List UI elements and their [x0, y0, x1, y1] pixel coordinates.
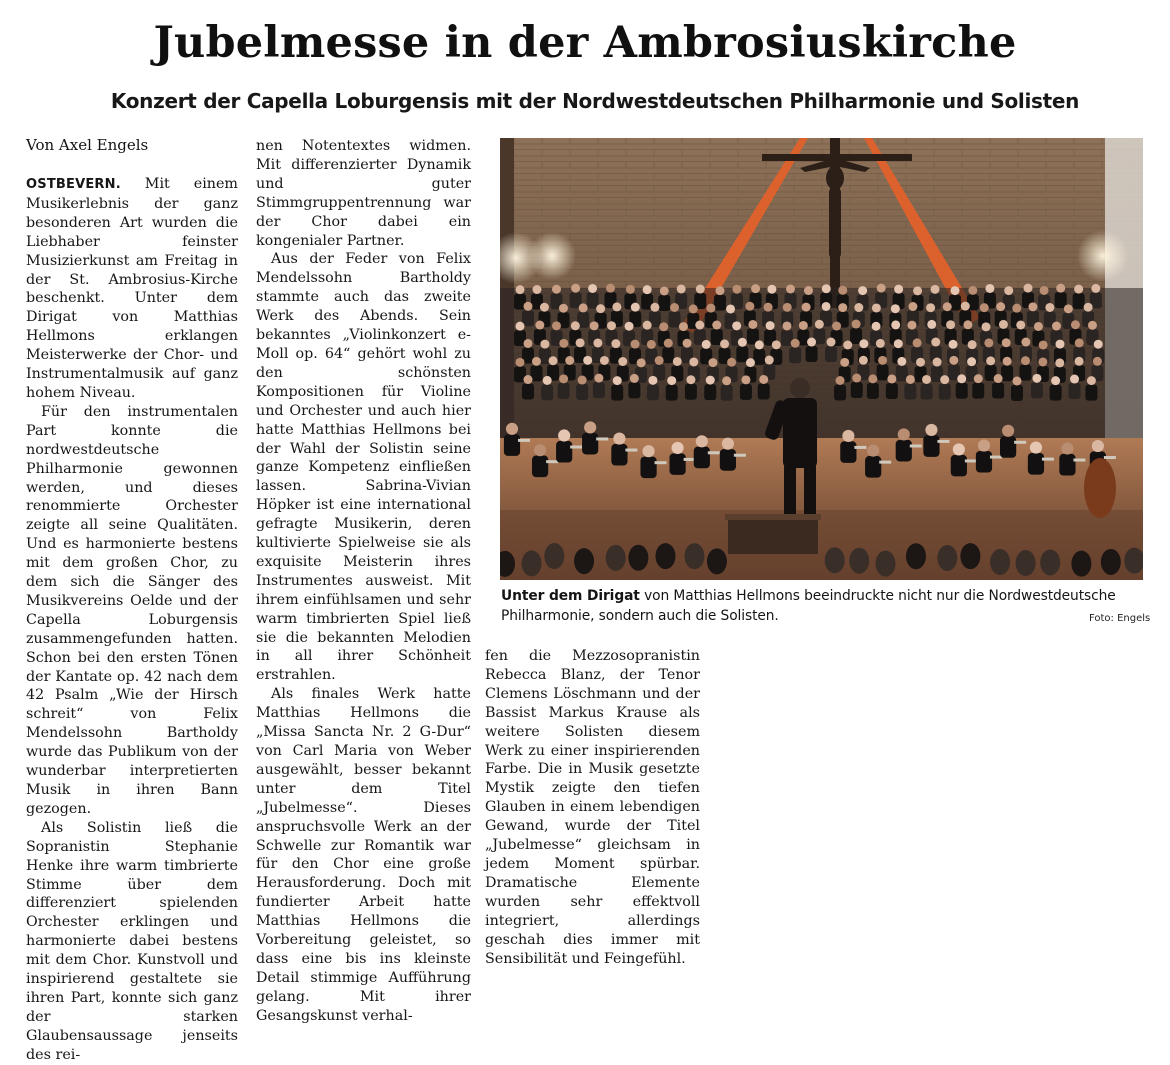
paragraph: fen die Mezzosopranistin Rebecca Blanz, der Tenor Clemens Löschmann und der Bassist Markus Krause als weitere Solisten diesem Werk zu einer inspirierenden Farbe. Die in Musik gesetzte Mystik zeigte den tiefen Glauben in einem lebendigen Gewand, wurde der Titel „Jubelmesse“ gleichsam in jedem Moment spürbar. Dramatische Elemente wurden sehr effektvoll integriert, allerdings geschah dies immer mit Sensibilität und Feingefühl. [485, 648, 700, 967]
article-column-3 [485, 647, 700, 968]
paragraph: Aus der Feder von Felix Mendelssohn Bartholdy stammte auch das zweite Werk des Abends. Sein bekanntes „Violinkonzert e-Moll op. 64“ gehört wohl zu den schönsten Kompositionen für Violine und Orchester und auch hier hatte Matthias Hellmons bei der Wahl der Solistin seine ganze Kompetenz einfließen lassen. Sabrina-Vivian Höpker ist eine international gefragte Musikerin, deren kultivierte Spielweise sie als exquisite Meisterin ihres Instrumentes ausweist. Mit ihrem einfühlsamen und sehr warm timbrierten Spiel ließ sie die bekannten Melodien in all ihrer Schönheit erstrahlen. [256, 251, 471, 684]
paragraph-text: Mit einem Musikerlebnis der ganz besonderen Art wurden die Liebhaber feinster Musizierkunst am Freitag in der St. Ambrosius-Kirche beschenkt. Unter dem Dirigat von Matthias Hellmons erklangen Meisterwerke der Chor- und Instrumentalmusik auf ganz hohem Niveau. [26, 176, 238, 401]
caption-text: von Matthias Hellmons beeindruckte nicht nur die Nordwestdeutsche Philharmonie, sondern auch die Solisten. [501, 588, 1116, 624]
headline: Jubelmesse in der Ambrosiuskirche [153, 18, 1017, 68]
subheadline: Konzert der Capella Loburgensis mit der Nordwestdeutschen Philharmonie und Solisten [110, 89, 1080, 113]
concert-photo-illustration [500, 138, 1143, 580]
paragraph: Als Solistin ließ die Sopranistin Stephanie Henke ihre warm timbrierte Stimme über dem differenziert spielenden Orchester erklingen und harmonierte dabei bestens mit dem Chor. Kunstvoll und inspirierend gestaltete sie ihren Part, konnte sich ganz der starken Glaubensaussage jenseits des rei- [26, 819, 238, 1063]
paragraph: Für den instrumentalen Part konnte die nordwestdeutsche Philharmonie gewonnen werden, und dieses renommierte Orchester zeigte all seine Qualitäten. Und es harmonierte bestens mit dem großen Chor, zu dem sich die Sänger des Musikvereins Oelde und der Capella Loburgensis zusammengefunden hatten. Schon bei den ersten Tönen der Kantate op. 42 nach dem 42 Psalm „Wie der Hirsch schreit“ von Felix Mendelssohn Bartholdy wurde das Publikum von der wunderbar interpretierten Musik in ihren Bann gezogen. [26, 403, 238, 817]
caption-lead: Unter dem Dirigat [501, 588, 640, 604]
paragraph: nen Notentextes widmen. Mit differenzierter Dynamik und guter Stimmgruppentrennung war der Chor dabei ein kongenialer Partner. [256, 138, 471, 249]
dateline: OSTBEVERN. [26, 177, 121, 192]
paragraph [26, 175, 238, 403]
paragraph: Als finales Werk hatte Matthias Hellmons die „Missa Sancta Nr. 2 G-Dur“ von Carl Maria von Weber ausgewählt, besser bekannt unter dem Titel „Jubelmesse“. Dieses anspruchsvolle Werk an der Schwelle zur Romantik war für den Chor eine große Herausforderung. Doch mit fundierter Arbeit hatte Matthias Hellmons die Vorbereitung geleistet, so dass eine bis ins kleinste Detail stimmige Aufführung gelang. Mit ihrer Gesangskunst verhal- [256, 686, 471, 1024]
concert-photo [500, 138, 1143, 580]
article-column-1 [26, 175, 238, 1065]
photo-caption [501, 586, 1149, 626]
byline: Von Axel Engels [26, 136, 149, 154]
article-column-2 [256, 137, 471, 1026]
photo-credit: Foto: Engels [1089, 613, 1151, 624]
